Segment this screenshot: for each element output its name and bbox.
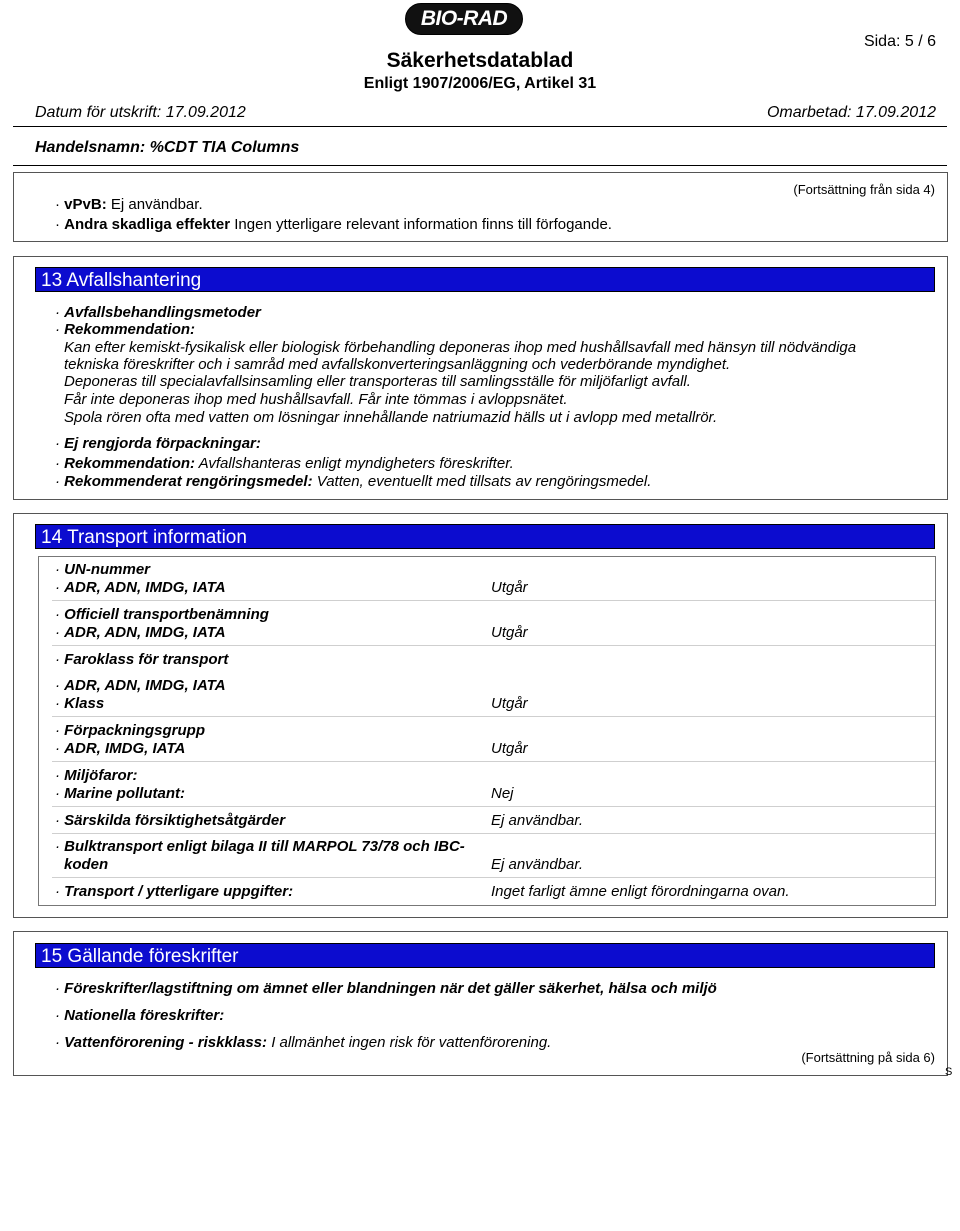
page-number: Sida: 5 / 6 [863,33,936,50]
shipping-name-line: · Officiell transportbenämning [55,606,269,623]
other-effects-label: Andra skadliga effekter [64,216,231,233]
water-hazard-value: I allmänhet ingen risk för vattenförorening. [271,1034,552,1051]
packaging-recommendation-value: Avfallshanteras enligt myndigheters föreskrifter. [198,455,514,472]
shipping-regulations-line: · ADR, ADN, IMDG, IATA [55,624,226,641]
recommendation-text: Deponeras till specialavfallsinsamling eller transporteras till samlingsställe för miljöfarligt avfall. [64,373,691,390]
row-separator [52,833,935,834]
row-separator [52,716,935,717]
shipping-name-value: Utgår [491,624,528,641]
row-separator [52,877,935,878]
recommendation-text: Kan efter kemiskt-fysikalisk eller biologisk förbehandling deponeras ihop med hushållsavfall med hänsyn till nödvändiga [64,339,857,356]
packing-regulations-label: ADR, IMDG, IATA [64,740,186,757]
header-rule [13,126,947,127]
shipping-regulations-label: ADR, ADN, IMDG, IATA [64,624,226,641]
water-hazard-line: · Vattenförorening - riskklass: I allmänhet ingen risk för vattenförorening. [55,1034,552,1051]
hazard-regulations-line: · ADR, ADN, IMDG, IATA [55,677,226,694]
row-separator [52,645,935,646]
national-regulations-line: · Nationella föreskrifter: [55,1007,225,1024]
print-date: Datum för utskrift: 17.09.2012 [35,104,246,121]
uncleaned-packaging-label: Ej rengjorda förpackningar: [64,435,261,452]
un-regulations-line: · ADR, ADN, IMDG, IATA [55,579,226,596]
additional-info-label: Transport / ytterligare uppgifter: [64,883,294,900]
continued-from-page: (Fortsättning från sida 4) [793,182,935,197]
additional-info-line: · Transport / ytterligare uppgifter: [55,883,294,900]
cleaning-agent-label: Rekommenderat rengöringsmedel: [64,473,313,490]
packaging-recommendation-line: · Rekommendation: Avfallshanteras enligt myndigheters föreskrifter. [55,455,514,472]
uncleaned-packaging-line: · Ej rengjorda förpackningar: [55,435,261,452]
bio-rad-logo: BIO-RAD [405,3,523,35]
recommendation-line: · Rekommendation: [55,321,196,338]
class-line: · Klass [55,695,105,712]
bulk-transport-line: · Bulktransport enligt bilaga II till MARPOL 73/78 och IBC- [55,838,465,855]
bulk-transport-label-cont: koden [64,856,109,873]
cleaning-agent-line: · Rekommenderat rengöringsmedel: Vatten, eventuellt med tillsats av rengöringsmedel. [55,473,652,490]
vpvb-line: · vPvB: Ej användbar. [55,196,203,213]
document-title: Säkerhetsdatablad [386,49,574,72]
regulations-label: Föreskrifter/lagstiftning om ämnet eller blandningen när det gäller säkerhet, hälsa och miljö [64,980,717,997]
un-regulations-label: ADR, ADN, IMDG, IATA [64,579,226,596]
packing-group-line: · Förpackningsgrupp [55,722,206,739]
un-number-line: · UN-nummer [55,561,151,578]
vpvb-label: vPvB: [64,196,107,213]
marine-pollutant-value: Nej [491,785,514,802]
revised-date: Omarbetad: 17.09.2012 [766,104,936,121]
hazard-class-label: Faroklass för transport [64,651,229,668]
special-precautions-label: Särskilda försiktighetsåtgärder [64,812,286,829]
marine-pollutant-label: Marine pollutant: [64,785,185,802]
row-separator [52,806,935,807]
bulk-transport-label: Bulktransport enligt bilaga II till MARPOL 73/78 och IBC- [64,838,465,855]
national-regulations-label: Nationella föreskrifter: [64,1007,225,1024]
waste-methods-label: Avfallsbehandlingsmetoder [64,304,261,321]
hazard-regulations-label: ADR, ADN, IMDG, IATA [64,677,226,694]
regulations-line: · Föreskrifter/lagstiftning om ämnet eller blandningen när det gäller säkerhet, hälsa och miljö [55,980,717,997]
section-14-heading: 14 Transport information [35,524,935,549]
vpvb-value: Ej användbar. [110,196,203,213]
recommendation-text: Får inte deponeras ihop med hushållsavfall. Får inte tömmas i avloppsnätet. [64,391,568,408]
recommendation-text: Spola rören ofta med vatten om lösningar innehållande natriumazid hälls ut i avlopp med metallrör. [64,409,718,426]
environmental-hazards-line: · Miljöfaror: [55,767,138,784]
special-precautions-line: · Särskilda försiktighetsåtgärder [55,812,286,829]
recommendation-text: tekniska föreskrifter och i samråd med avfallskonverteringsanläggning och vederbörande myndighet. [64,356,731,373]
waste-methods-line: · Avfallsbehandlingsmetoder [55,304,261,321]
bulk-transport-value: Ej användbar. [491,856,584,873]
other-effects-line: · Andra skadliga effekter Ingen ytterligare relevant information finns till förfogande. [55,216,612,233]
packing-regulations-line: · ADR, IMDG, IATA [55,740,186,757]
section-15-heading: 15 Gällande föreskrifter [35,943,935,968]
additional-info-value: Inget farligt ämne enligt förordningarna ovan. [491,883,790,900]
cleaning-agent-value: Vatten, eventuellt med tillsats av rengöringsmedel. [316,473,652,490]
un-number-label: UN-nummer [64,561,151,578]
trade-name-rule [13,165,947,166]
marine-pollutant-line: · Marine pollutant: [55,785,185,802]
document-subtitle: Enligt 1907/2006/EG, Artikel 31 [363,75,597,92]
shipping-name-label: Officiell transportbenämning [64,606,269,623]
section-13-heading: 13 Avfallshantering [35,267,935,292]
continued-on-page: (Fortsättning på sida 6) [801,1050,935,1065]
class-label: Klass [64,695,105,712]
class-value: Utgår [491,695,528,712]
trade-name: Handelsnamn: %CDT TIA Columns [35,139,300,156]
packing-group-value: Utgår [491,740,528,757]
row-separator [52,761,935,762]
packaging-recommendation-label: Rekommendation: [64,455,196,472]
row-separator [52,600,935,601]
corner-mark: S [945,1066,953,1078]
special-precautions-value: Ej användbar. [491,812,584,829]
hazard-class-line: · Faroklass för transport [55,651,229,668]
other-effects-value: Ingen ytterligare relevant information finns till förfogande. [234,216,612,233]
un-number-value: Utgår [491,579,528,596]
recommendation-label: Rekommendation: [64,321,196,338]
water-hazard-label: Vattenförorening - riskklass: [64,1034,268,1051]
environmental-hazards-label: Miljöfaror: [64,767,138,784]
packing-group-label: Förpackningsgrupp [64,722,206,739]
